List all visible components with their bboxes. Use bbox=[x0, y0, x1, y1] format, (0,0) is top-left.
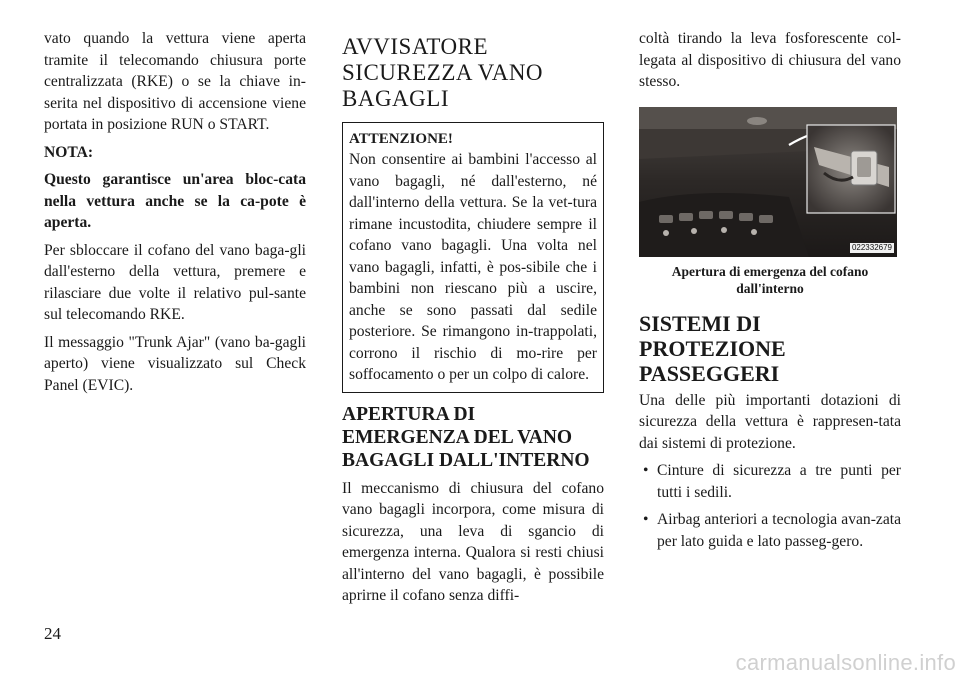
occupant-restraints-text: Una delle più importanti dotazioni di sicurezza della vettura è rappresen-tata dai sistemi di protezione. bbox=[639, 391, 901, 452]
section-title-emergency-release: APERTURA DI EMERGENZA DEL VANO BAGAGLI DALL'INTERNO bbox=[342, 403, 590, 471]
warning-title: ATTENZIONE! bbox=[349, 131, 453, 147]
nota-label: NOTA: bbox=[44, 143, 94, 161]
photo-code: 022332679 bbox=[851, 242, 892, 252]
section-title-trunk-warning: AVVISATORE SICUREZZA VANO BAGAGLI bbox=[342, 34, 544, 111]
nota-text: Questo garantisce un'area bloc-cata nella vettura anche se la ca-pote è aperta. bbox=[44, 171, 306, 231]
bullet-icon: • bbox=[643, 511, 649, 528]
column-right bbox=[639, 28, 901, 558]
watermark: carmanualsonline.info bbox=[735, 650, 956, 675]
list-item-text: Cinture di sicurezza a tre punti per tutti i sedili. bbox=[657, 462, 901, 501]
list-item bbox=[639, 509, 901, 552]
warning-box bbox=[342, 122, 604, 393]
bullet-icon: • bbox=[643, 462, 649, 479]
column-left bbox=[44, 28, 306, 396]
column-middle bbox=[342, 28, 604, 607]
continuation-text: coltà tirando la leva fosforescente col-legata al dispositivo di chiusura del vano stesso. bbox=[639, 30, 901, 90]
trunk-interior-illustration bbox=[639, 107, 897, 257]
list-item-text: Airbag anteriori a tecnologia avan-zata per lato guida e lato passeg-gero. bbox=[657, 511, 901, 550]
page-number: 24 bbox=[44, 624, 61, 643]
emergency-release-text: Il meccanismo di chiusura del cofano vano bagagli incorpora, come misura di sicurezza, una leva di sgancio di emergenza interna. Qualora si resti chiusi all'interno del vano bagagli, è possibile aprirne il cofano senza diffi- bbox=[342, 479, 604, 604]
restraints-list bbox=[639, 460, 901, 552]
unlock-paragraph: Per sbloccare il cofano del vano baga-gli dall'esterno della vettura, premere e rilasciare due volte il relativo pul-sante sul telecomando RKE. bbox=[44, 241, 306, 323]
intro-paragraph: vato quando la vettura viene aperta tramite il telecomando chiusura porte centralizzata (RKE) o se la chiave in-serita nel dispositivo di accensione viene portata in posizione RUN o START. bbox=[44, 30, 306, 133]
section-title-occupant-restraints: SISTEMI DI PROTEZIONE PASSEGGERI bbox=[639, 310, 786, 386]
list-item bbox=[639, 460, 901, 503]
trunk-ajar-paragraph: Il messaggio "Trunk Ajar" (vano ba-gagli aperto) viene visualizzato sul Check Panel (EVIC). bbox=[44, 333, 306, 394]
photo-caption: Apertura di emergenza del cofano dall'interno bbox=[671, 263, 869, 296]
warning-text: Non consentire ai bambini l'accesso al vano bagagli, né dall'esterno, né dall'interno della vettura. Se la vet-tura rimane incustodita, chiudere sempre il cofano vano bagagli. Una volta nel vano bagagli, infatti, è pos-sibile che i bambini non riescano più a uscire, anche se sono passati dal sedile posteriore. Se rimangono in-trappolati, corrono il rischio di mo-rire per soffocamento o per un colpo di calore. bbox=[349, 151, 597, 383]
trunk-release-photo bbox=[639, 107, 897, 257]
